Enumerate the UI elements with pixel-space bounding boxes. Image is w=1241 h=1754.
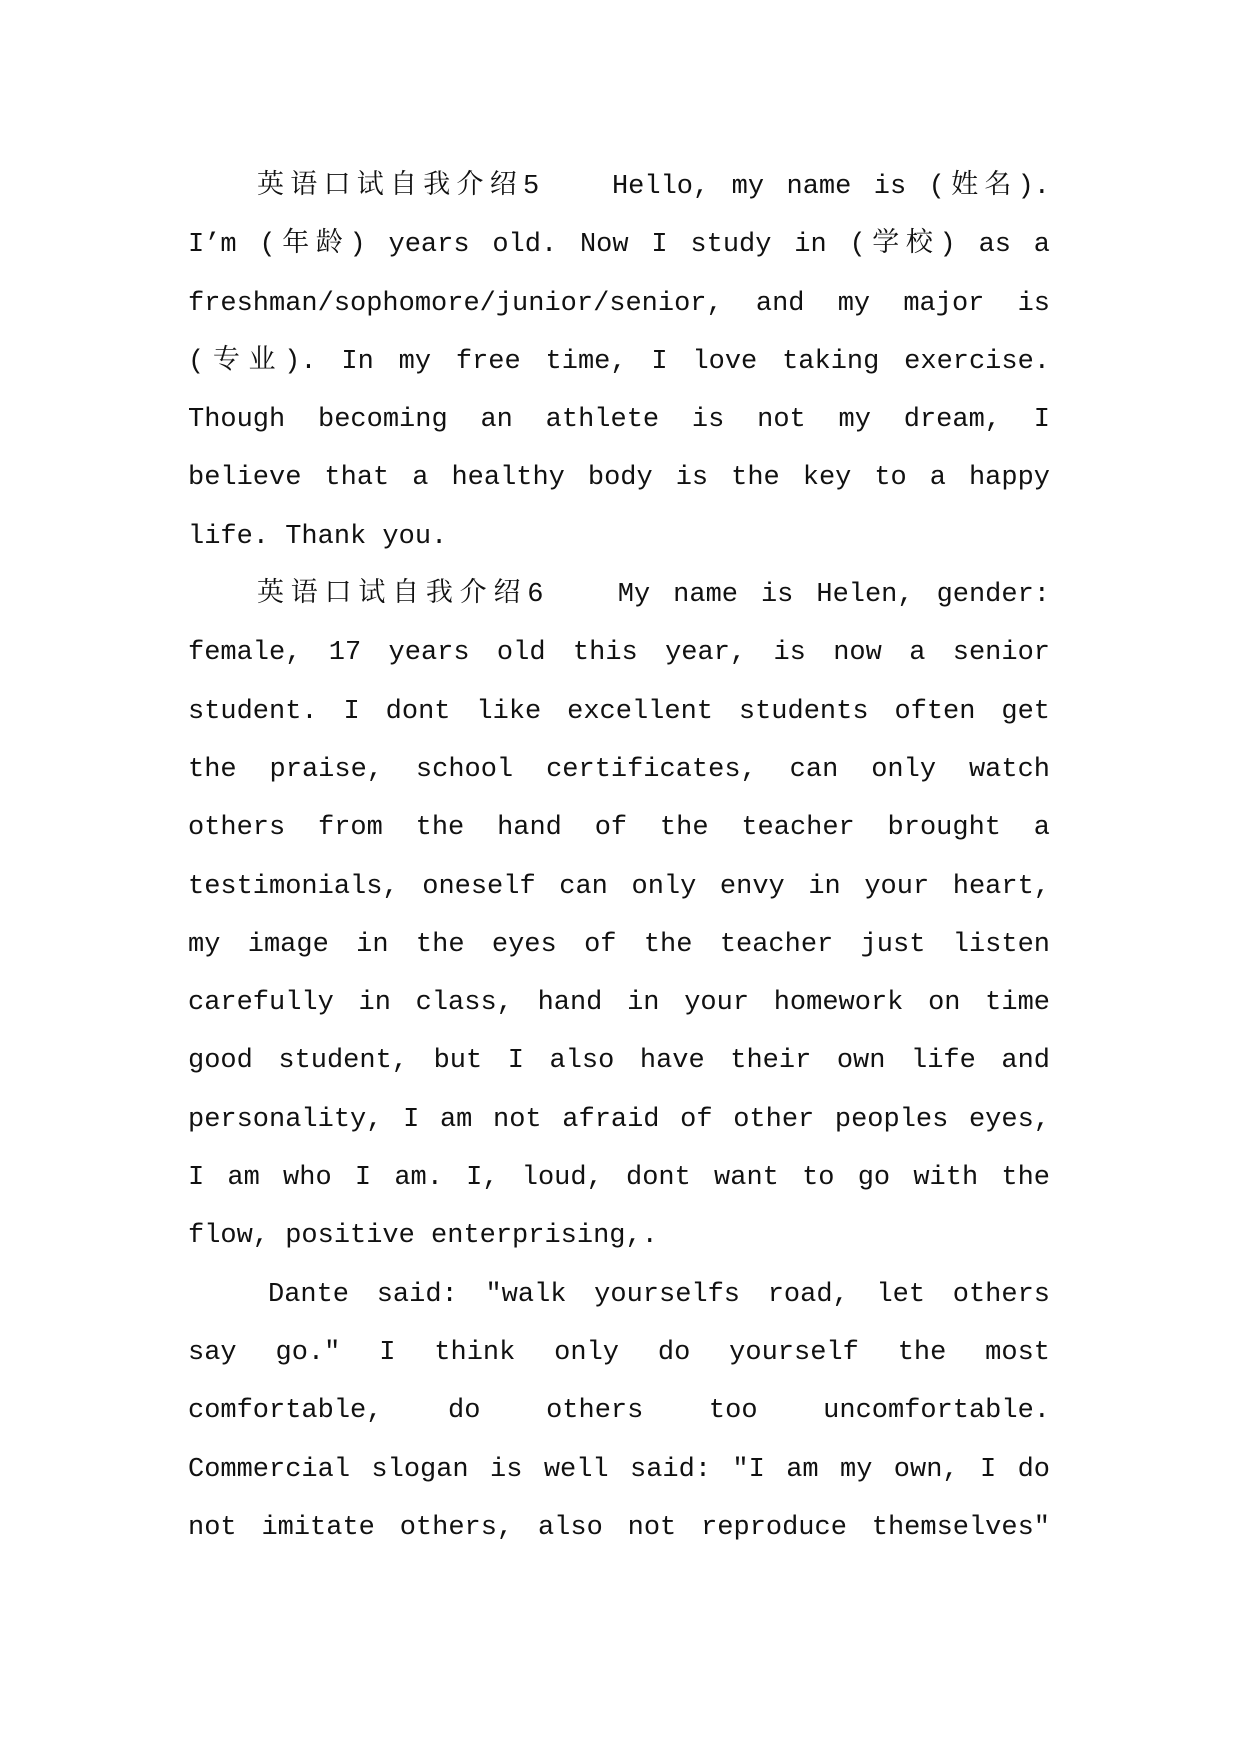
paragraph-dante (188, 1266, 1050, 1557)
text-line: others from the hand of the teacher brought a (188, 813, 1050, 844)
text-line: the praise, school certificates, can only watch (188, 754, 1050, 785)
text-line: say go." I think only do yourself the most (188, 1337, 1050, 1368)
paragraph-self-intro-6 (188, 566, 1050, 1266)
text-line: testimonials, oneself can only envy in your heart, (188, 871, 1050, 902)
text-line: freshman/sophomore/junior/senior, and my major is (188, 288, 1050, 319)
document-body (188, 158, 1050, 1557)
text-line: good student, but I also have their own life and (188, 1046, 1050, 1077)
text-line: Commercial slogan is well said: "I am my own, I do (188, 1454, 1050, 1485)
paragraph-self-intro-5 (188, 158, 1050, 566)
text-line: Dante said: "walk yourselfs road, let others (268, 1279, 1050, 1310)
text-line: comfortable, do others too uncomfortable. (188, 1396, 1050, 1427)
text-line: I am who I am. I, loud, dont want to go with the (188, 1163, 1050, 1194)
text-line: life. Thank you. (188, 521, 448, 552)
text-line: not imitate others, also not reproduce themselves" (188, 1512, 1050, 1543)
text-line: carefully in class, hand in your homework on time (188, 988, 1050, 1019)
text-line: (专业). In my free time, I love taking exercise. (188, 346, 1050, 377)
text-line: 英语口试自我介绍5 Hello, my name is (姓名). (257, 172, 1050, 202)
text-line: Though becoming an athlete is not my dream, I (188, 405, 1050, 436)
text-line: I’m (年龄) years old. Now I study in (学校) as a (188, 230, 1050, 261)
text-line: student. I dont like excellent students often get (188, 696, 1050, 727)
text-line: my image in the eyes of the teacher just listen (188, 929, 1050, 960)
text-line: 英语口试自我介绍6 My name is Helen, gender: (257, 580, 1050, 611)
text-line: believe that a healthy body is the key to a happy (188, 463, 1050, 494)
text-line: personality, I am not afraid of other peoples eyes, (188, 1104, 1050, 1135)
text-line: female, 17 years old this year, is now a senior (188, 638, 1050, 669)
text-line: flow, positive enterprising,. (188, 1221, 658, 1252)
